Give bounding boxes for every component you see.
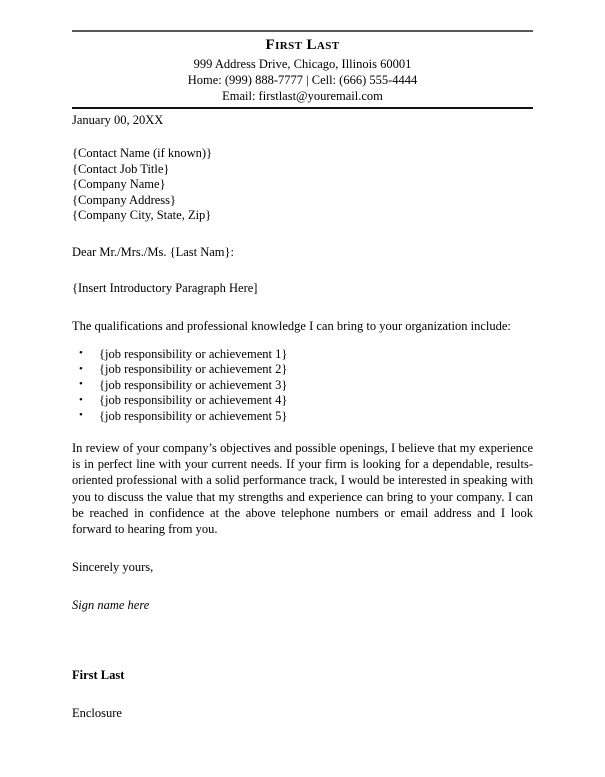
recipient-company-city-state-zip: {Company City, State, Zip} [72, 208, 212, 222]
list-item: • {job responsibility or achievement 3} [72, 378, 533, 394]
recipient-company-name: {Company Name} [72, 177, 166, 191]
letter-body [72, 112, 533, 721]
recipient-contact-name: {Contact Name (if known)} [72, 146, 213, 160]
letterhead [72, 30, 533, 109]
enclosure-note: Enclosure [72, 706, 122, 721]
main-paragraph: In review of your company’s objectives and possible openings, I believe that my experience is in perfect line with your current needs. If your firm is looking for a dependable, results-oriented professional with a solid performance track, I would be interested in speaking with you to discuss the value that my strengths and experience can bring to your company. I can be reached in confidence at the above telephone numbers or email address and I look forward to hearing from you. [72, 441, 533, 537]
recipient-contact-title: {Contact Job Title} [72, 161, 170, 176]
qualifications-lead-in: The qualifications and professional knowledge I can bring to your organization include: [72, 318, 511, 333]
recipient-address-block [72, 146, 533, 224]
letterhead-address: 999 Address Drive, Chicago, Illinois 60001 [193, 57, 412, 71]
letterhead-email: Email: firstlast@youremail.com [222, 89, 383, 103]
signature-placeholder: Sign name here [72, 598, 150, 613]
recipient-company-address: {Company Address} [72, 192, 177, 207]
qualifications-list [72, 347, 533, 425]
salutation: Dear Mr./Mrs./Ms. {Last Nam}: [72, 244, 234, 259]
letterhead-name: First Last [265, 37, 340, 53]
date-line: January 00, 20XX [72, 113, 164, 127]
list-item: • {job responsibility or achievement 1} [72, 347, 533, 363]
signature-name: First Last [72, 668, 125, 683]
letterhead-phones: Home: (999) 888-7777 | Cell: (666) 555-4444 [187, 73, 418, 87]
closing-salutation: Sincerely yours, [72, 560, 154, 575]
list-item: • {job responsibility or achievement 5} [72, 409, 533, 425]
list-item: • {job responsibility or achievement 2} [72, 362, 533, 378]
intro-paragraph-placeholder: {Insert Introductory Paragraph Here] [72, 280, 258, 295]
list-item: • {job responsibility or achievement 4} [72, 393, 533, 409]
